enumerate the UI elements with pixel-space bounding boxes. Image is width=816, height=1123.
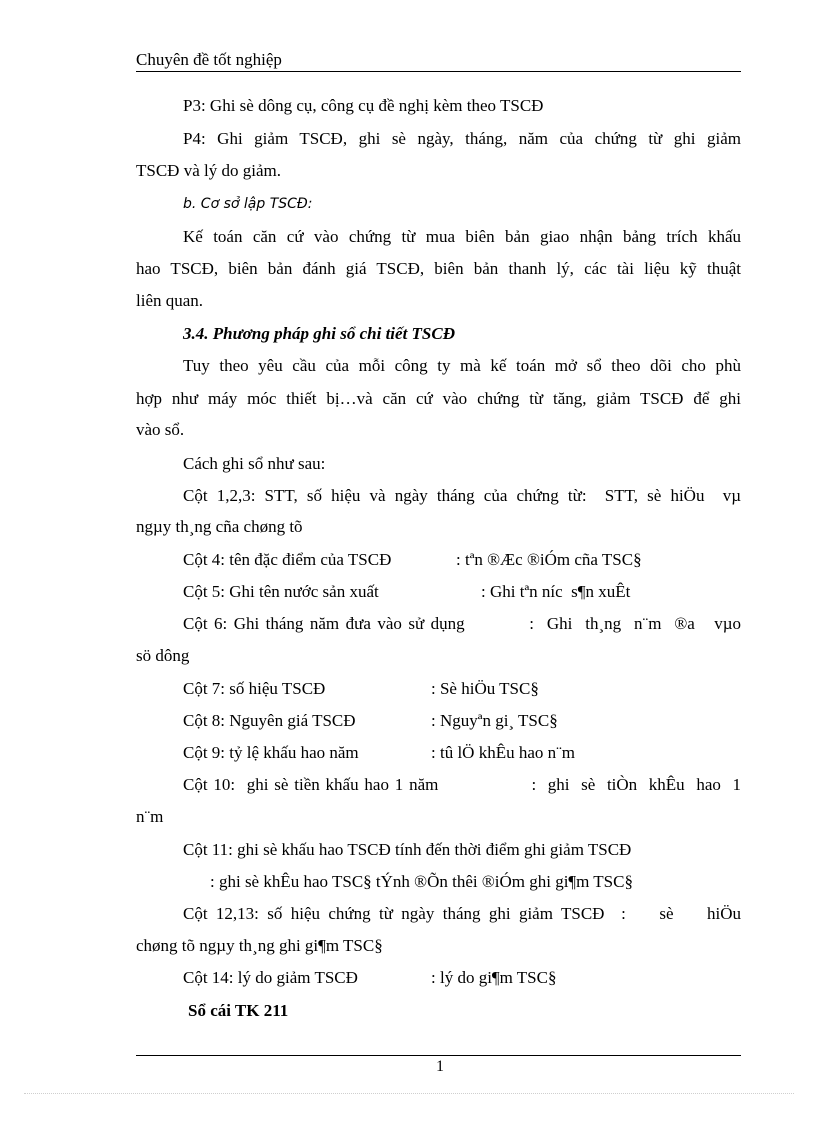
subheading-basis: b. Cơ sở lập TSCĐ: <box>183 196 313 212</box>
column7-value: : Sè hiÖu TSC§ <box>431 679 539 698</box>
column123-line2: ngµy th¸ng cña chøng tõ <box>136 517 303 536</box>
column4-label: Cột 4: tên đặc điểm của TSCĐ <box>183 550 392 569</box>
column9-label: Cột 9: tỷ lệ khấu hao năm <box>183 743 359 762</box>
column6-line1: Cột 6: Ghi tháng năm đưa vào sử dụng : Ghi th¸ng n¨m ®a vµo <box>183 614 741 633</box>
footer-rule <box>136 1055 741 1056</box>
column11-line1: Cột 11: ghi sè khấu hao TSCĐ tính đến thời điểm ghi giảm TSCĐ <box>183 840 632 859</box>
column8-value: : Nguyªn gi¸ TSC§ <box>431 711 558 730</box>
column1213-line1: Cột 12,13: số hiệu chứng từ ngày tháng ghi giảm TSCĐ : sè hiÖu <box>183 904 741 923</box>
column14-value: : lý do gi¶m TSC§ <box>431 968 557 987</box>
column14-label: Cột 14: lý do giảm TSCĐ <box>183 968 358 987</box>
paragraph-basis-line2: hao TSCĐ, biên bản đánh giá TSCĐ, biên bản thanh lý, các tài liệu kỹ thuật <box>136 259 741 278</box>
paragraph-method-line3: vào sổ. <box>136 420 185 439</box>
header-rule <box>136 71 741 72</box>
column10-line1: Cột 10: ghi sè tiền khấu hao 1 năm : ghi sè tiÒn khÊu hao 1 <box>183 775 741 794</box>
column9-value: : tû lÖ khÊu hao n¨m <box>431 743 576 762</box>
column123-line1: Cột 1,2,3: STT, số hiệu và ngày tháng của chứng từ: STT, sè hiÖu vµ <box>183 486 741 505</box>
page-header-title: Chuyên đề tốt nghiệp <box>136 50 282 69</box>
column8-label: Cột 8: Nguyên giá TSCĐ <box>183 711 356 730</box>
section-heading: 3.4. Phương pháp ghi sổ chi tiết TSCĐ <box>183 324 455 343</box>
column5-label: Cột 5: Ghi tên nước sản xuất <box>183 582 379 601</box>
column7-label: Cột 7: số hiệu TSCĐ <box>183 679 326 698</box>
paragraph-p4-line2: TSCĐ và lý do giảm. <box>136 161 281 180</box>
paragraph-basis-line3: liên quan. <box>136 291 204 310</box>
paragraph-p3: P3: Ghi sè dông cụ, công cụ đề nghị kèm theo TSCĐ <box>183 96 544 115</box>
page-number: 1 <box>436 1058 444 1075</box>
column6-line2: sö dông <box>136 646 190 665</box>
paragraph-method-line1: Tuy theo yêu cầu của mỗi công ty mà kế toán mở sổ theo dõi cho phù <box>183 356 741 375</box>
column11-line2: : ghi sè khÊu hao TSC§ tÝnh ®Õn thêi ®iÓm ghi gi¶m TSC§ <box>210 872 633 891</box>
page-bottom-dotted-line <box>24 1093 794 1094</box>
column5-value: : Ghi tªn níc s¶n xuÊt <box>481 582 631 601</box>
paragraph-basis-line1: Kế toán căn cứ vào chứng từ mua biên bản giao nhận bảng trích khấu <box>183 227 741 246</box>
column10-line2: n¨m <box>136 807 164 826</box>
paragraph-how-to: Cách ghi sổ như sau: <box>183 454 326 473</box>
paragraph-p4-line1: P4: Ghi giảm TSCĐ, ghi sè ngày, tháng, năm của chứng từ ghi giảm <box>183 129 741 148</box>
column1213-line2: chøng tõ ngµy th¸ng ghi gi¶m TSC§ <box>136 936 383 955</box>
column4-value: : tªn ®Æc ®iÓm cña TSC§ <box>456 550 642 569</box>
ledger-heading: Sổ cái TK 211 <box>188 1001 289 1020</box>
paragraph-method-line2: hợp như máy móc thiết bị…và căn cứ vào chứng từ tăng, giảm TSCĐ để ghi <box>136 389 741 408</box>
